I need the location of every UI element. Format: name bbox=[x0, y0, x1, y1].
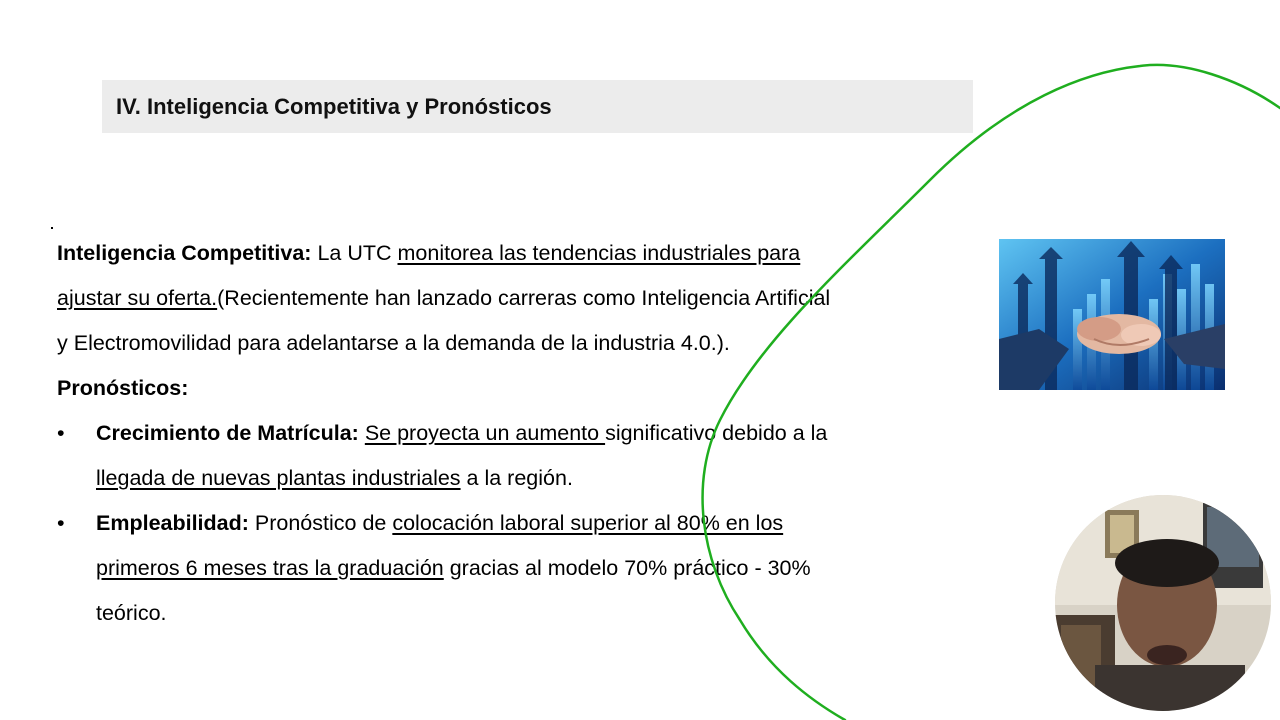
intel-line-2 bbox=[57, 276, 957, 321]
enrollment-underline-a: Se proyecta un aumento bbox=[364, 421, 606, 445]
slide-title: IV. Inteligencia Competitiva y Pronósticos bbox=[116, 93, 552, 119]
bullet-employability-line-2 bbox=[57, 546, 957, 591]
intel-line-1 bbox=[57, 231, 957, 276]
bullet-employability-line-3 bbox=[57, 591, 957, 636]
intel-pre: La UTC bbox=[311, 241, 398, 265]
employability-label: Empleabilidad: bbox=[96, 511, 249, 535]
bullet-marker: • bbox=[57, 511, 65, 535]
enrollment-text-a: significativo debido a la bbox=[605, 421, 828, 445]
stray-dot bbox=[51, 227, 53, 229]
handshake-illustration bbox=[999, 239, 1225, 390]
employability-text-b: gracias al modelo 70% práctico - 30% bbox=[443, 556, 811, 580]
intel-underline-2: ajustar su oferta. bbox=[57, 286, 218, 310]
intel-underline-1: monitorea las tendencias industriales para bbox=[397, 241, 801, 265]
forecast-heading-line bbox=[57, 366, 957, 411]
bullet-enrollment-line-2 bbox=[57, 456, 957, 501]
intel-label: Inteligencia Competitiva: bbox=[57, 241, 312, 265]
slide-title-bar bbox=[102, 80, 973, 133]
handshake-image bbox=[999, 239, 1225, 390]
enrollment-underline-b: llegada de nuevas plantas industriales bbox=[96, 466, 461, 490]
bullet-marker: • bbox=[57, 421, 65, 445]
enrollment-text-b: a la región. bbox=[460, 466, 573, 490]
employability-text-a: Pronóstico de bbox=[248, 511, 393, 535]
presenter-webcam-illustration bbox=[1055, 495, 1271, 711]
intel-rest-1: (Recientemente han lanzado carreras como Inteligencia Artificial bbox=[217, 286, 831, 310]
intel-line-3-text: y Electromovilidad para adelantarse a la demanda de la industria 4.0.). bbox=[57, 331, 730, 355]
presenter-webcam bbox=[1055, 495, 1271, 711]
slide-body bbox=[57, 231, 957, 636]
forecast-heading: Pronósticos: bbox=[57, 376, 189, 400]
employability-underline-a: colocación laboral superior al 80% en los bbox=[392, 511, 784, 535]
enrollment-label: Crecimiento de Matrícula: bbox=[96, 421, 359, 445]
bullet-employability-line-1 bbox=[57, 501, 957, 546]
employability-underline-b: primeros 6 meses tras la graduación bbox=[96, 556, 444, 580]
bullet-enrollment-line-1 bbox=[57, 411, 957, 456]
employability-text-c: teórico. bbox=[96, 601, 167, 625]
intel-line-3 bbox=[57, 321, 957, 366]
